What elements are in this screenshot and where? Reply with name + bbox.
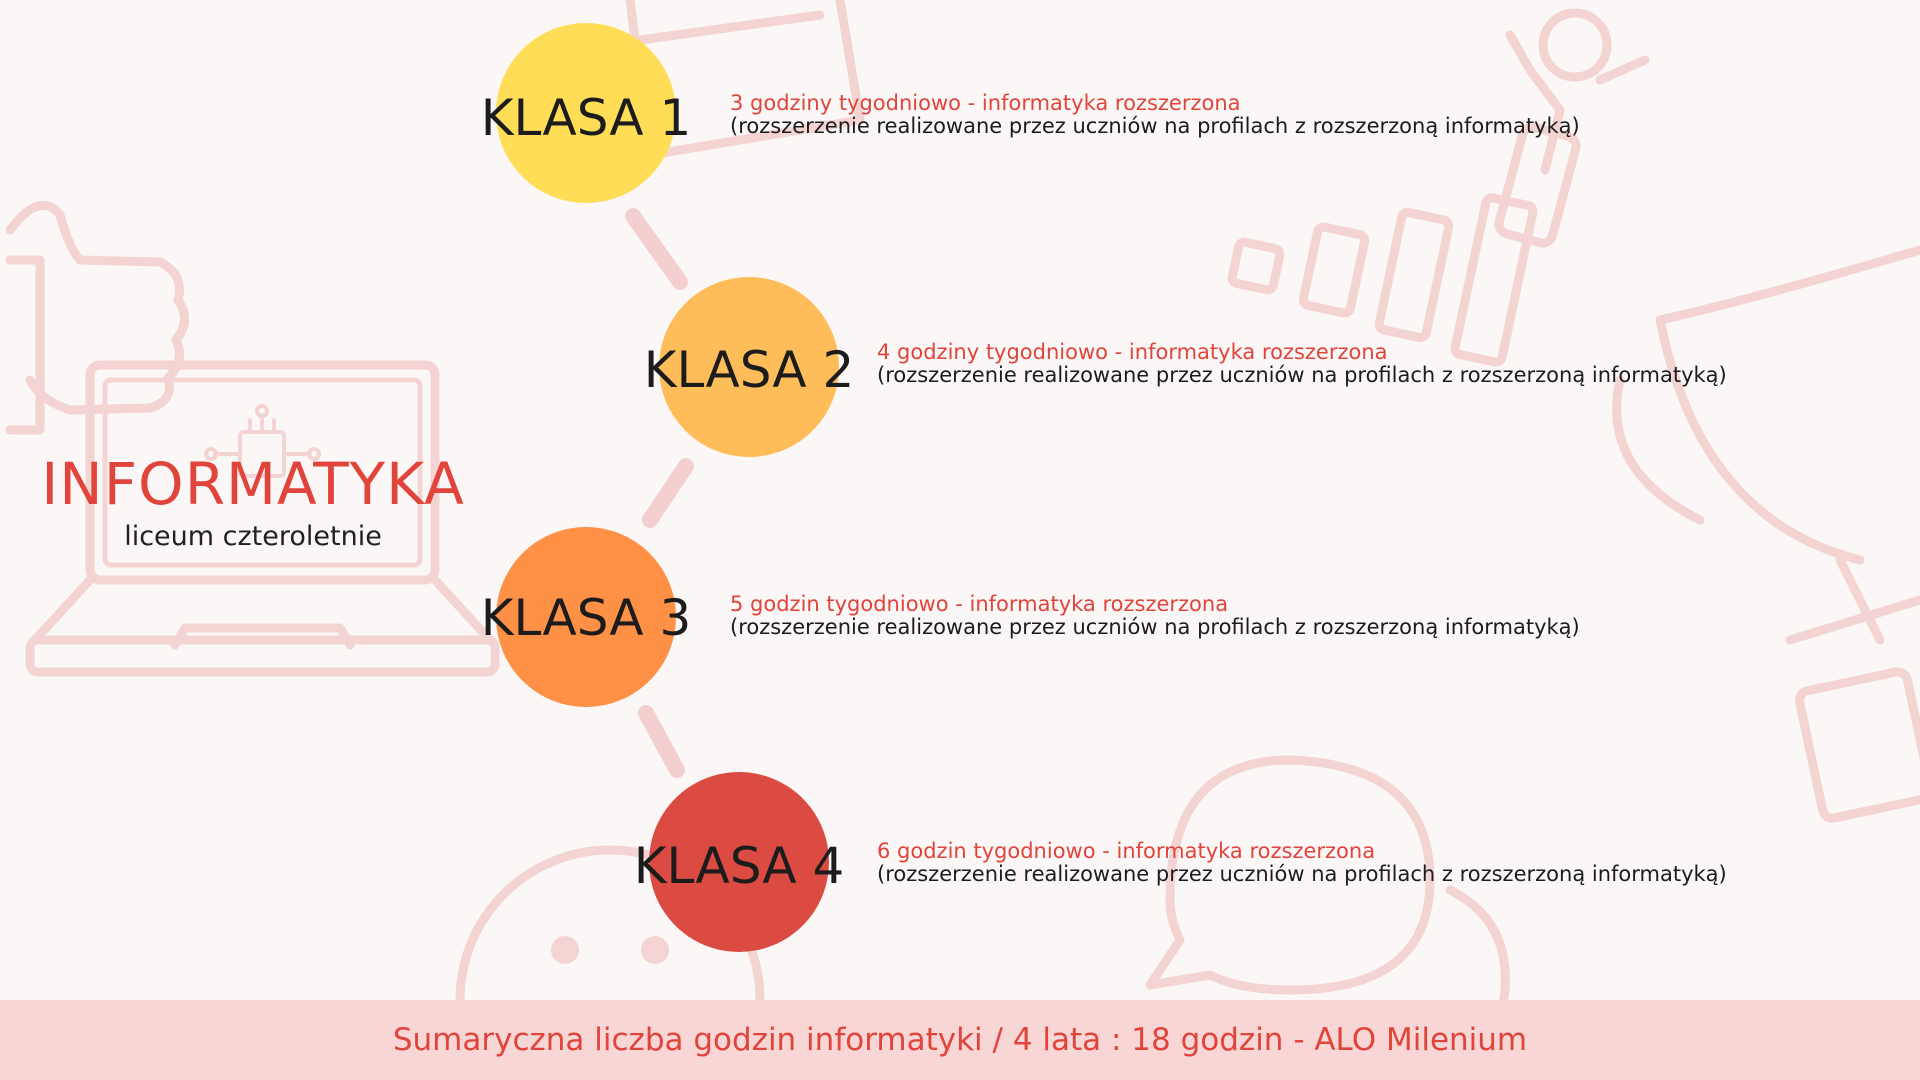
summary-text: Sumaryczna liczba godzin informatyki / 4 lata : 18 godzin - ALO Milenium <box>392 1022 1528 1058</box>
trophy-icon <box>1617 250 1920 640</box>
subject-subtitle: liceum czteroletnie <box>124 521 382 552</box>
class-3-hours: 5 godzin tygodniowo - informatyka rozszerzona <box>730 592 1229 616</box>
class-3-description <box>730 593 1580 639</box>
class-2-label: KLASA 2 <box>643 341 855 399</box>
class-4-description <box>877 840 1727 886</box>
class-4-note: (rozszerzenie realizowane przez uczniów na profilach z rozszerzoną informatyką) <box>877 862 1727 886</box>
class-2-note: (rozszerzenie realizowane przez uczniów na profilach z rozszerzoną informatyką) <box>877 363 1727 387</box>
class-1-description <box>730 92 1580 138</box>
class-1-label: KLASA 1 <box>480 89 692 147</box>
class-3-note: (rozszerzenie realizowane przez uczniów na profilach z rozszerzoną informatyką) <box>730 615 1580 639</box>
connector-2-3 <box>650 466 686 520</box>
folder-icon <box>1790 600 1920 820</box>
connector-1-2 <box>633 216 680 282</box>
thumbs-up-icon <box>10 205 185 430</box>
class-2-hours: 4 godziny tygodniowo - informatyka rozszerzona <box>877 340 1388 364</box>
class-3-label: KLASA 3 <box>480 589 692 647</box>
subject-title: INFORMATYKA <box>41 450 465 518</box>
class-1-hours: 3 godziny tygodniowo - informatyka rozszerzona <box>730 91 1241 115</box>
summary-footer <box>0 1000 1920 1080</box>
class-4-label: KLASA 4 <box>633 837 845 895</box>
bar-chart-icon <box>1231 197 1534 363</box>
class-4-hours: 6 godzin tygodniowo - informatyka rozszerzona <box>877 839 1376 863</box>
class-1-note: (rozszerzenie realizowane przez uczniów na profilach z rozszerzoną informatyką) <box>730 114 1580 138</box>
class-2-description <box>877 341 1727 387</box>
connector-3-4 <box>646 713 677 770</box>
